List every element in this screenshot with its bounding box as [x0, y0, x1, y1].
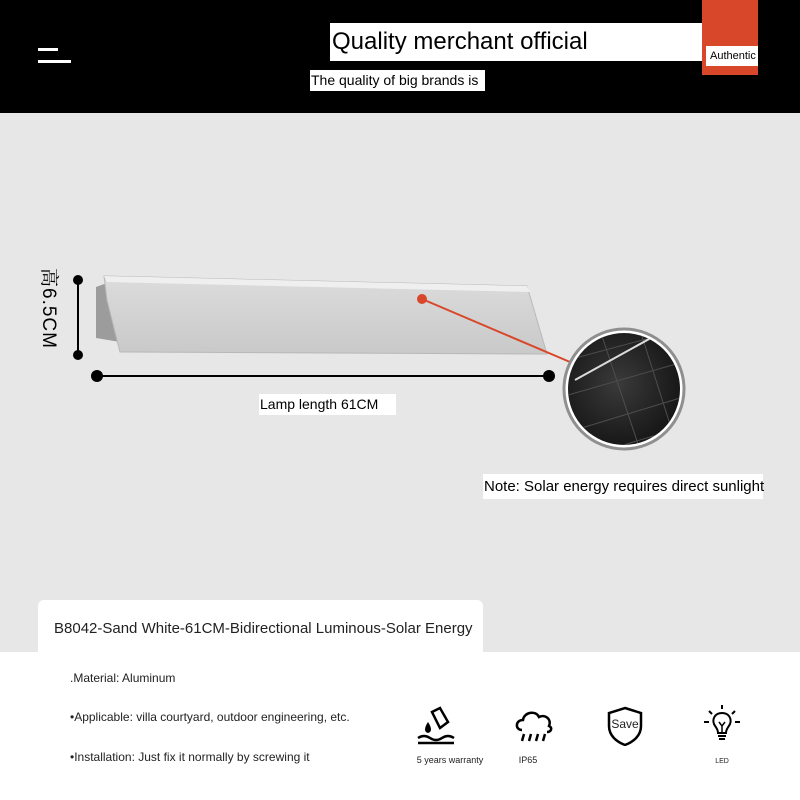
length-label: Lamp length 61CM — [259, 394, 396, 415]
sunlight-note: Note: Solar energy requires direct sunlight — [483, 474, 763, 499]
led-bulb-icon — [700, 704, 744, 744]
feature-label-ip65: IP65 — [518, 755, 538, 765]
height-label: 高6.5CM — [38, 268, 59, 349]
menu-icon[interactable] — [38, 48, 72, 66]
feature-label-save: Save — [611, 717, 639, 731]
spec-applicable: •Applicable: villa courtyard, outdoor engineering, etc. — [70, 710, 350, 724]
length-dim-right — [543, 370, 555, 382]
rain-cloud-icon — [512, 706, 556, 746]
feature-label-led: LED — [715, 758, 729, 765]
waterproof-drop-icon — [414, 706, 458, 746]
spec-installation: •Installation: Just fix it normally by screwing it — [70, 750, 310, 764]
headline: Quality merchant official — [330, 23, 750, 61]
brand-subline: The quality of big brands is — [310, 70, 485, 91]
model-title: B8042-Sand White-61CM-Bidirectional Luminous-Solar Energy — [54, 620, 473, 637]
height-dim-top — [73, 275, 83, 285]
authentic-badge-label: Authentic — [706, 46, 758, 66]
length-dim-left — [91, 370, 103, 382]
product-illustration — [0, 113, 800, 513]
spec-material: .Material: Aluminum — [70, 671, 176, 685]
height-dim-bottom — [73, 350, 83, 360]
feature-label-warranty: 5 years warranty — [416, 755, 484, 765]
